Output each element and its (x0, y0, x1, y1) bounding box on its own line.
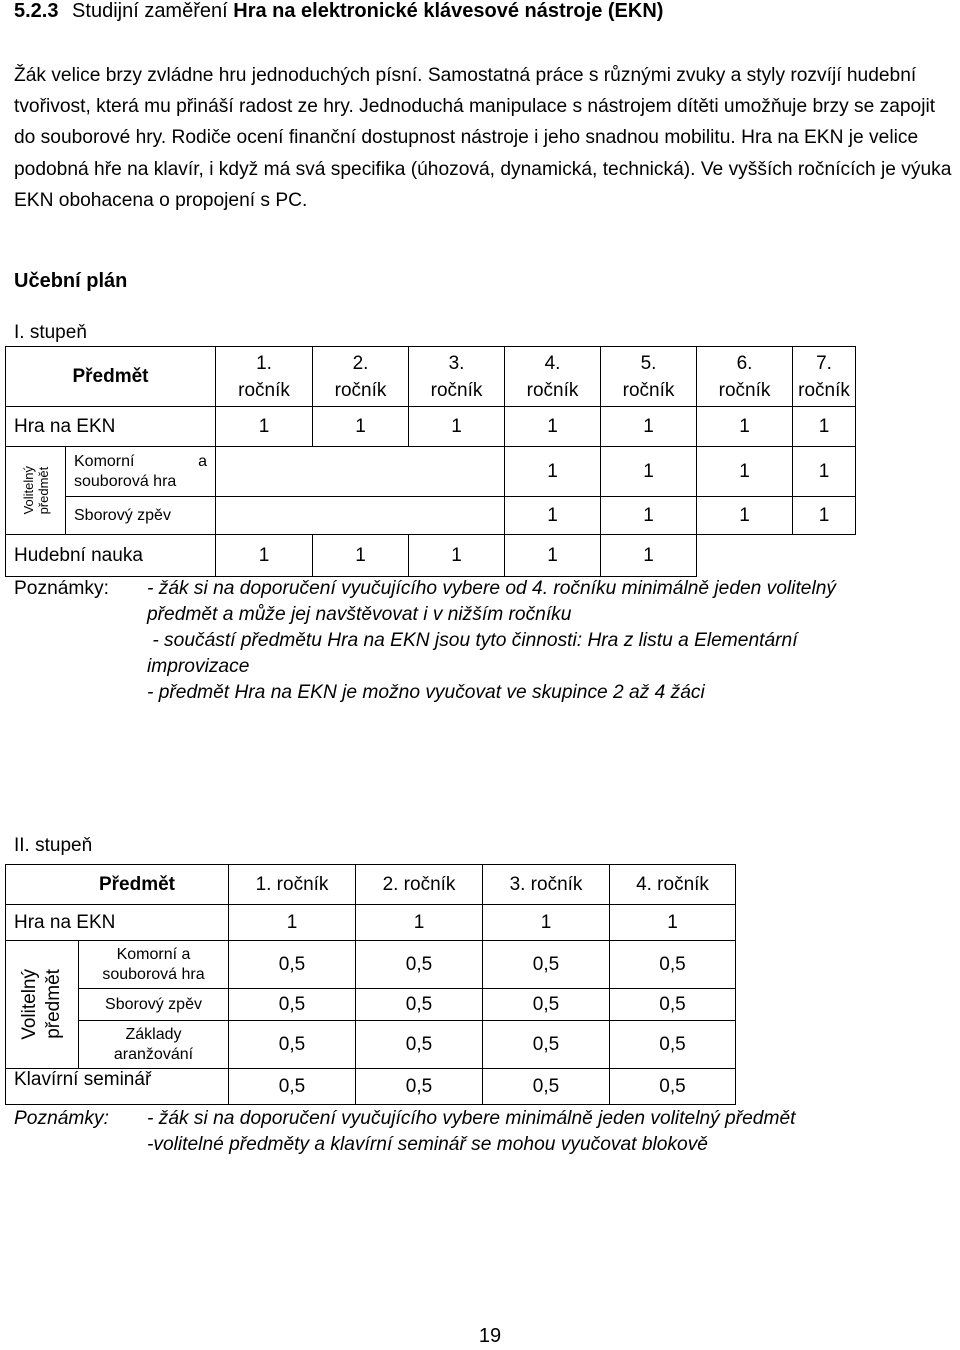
table-row (6, 535, 856, 577)
intro-paragraph: Žák velice brzy zvládne hru jednoduchých písní. Samostatná práce s různými zvuky a styly rozvíjí hudební tvořivost, která mu přináší radost ze hry. Jednoduchá manipulace s nástrojem dítěti umožňuje brzy se zapojit do souborové hry. Rodiče ocení finanční dostupnost nástroje i jeho snadnou mobilitu. Hra na EKN je velice podobná hře na klavír, i když má svá specifika (úhozová, dynamická, technická). Ve vyšších ročnících je výuka EKN obohacena o propojení s PC. (14, 65, 952, 211)
table-cell: 1 (697, 407, 793, 447)
year-header: 2. ročník (313, 347, 409, 407)
empty-cell (697, 535, 856, 577)
table-cell: 0,5 (483, 941, 610, 989)
note-line: - žák si na doporučení vyučujícího vybere od 4. ročníku minimálně jeden volitelný (147, 578, 836, 599)
table-cell: 1 (313, 535, 409, 577)
subject-name: Základy aranžování (79, 1021, 229, 1069)
section-number: 5.2.3 (14, 0, 59, 22)
table-cell: 1 (483, 905, 610, 941)
page-number: 19 (478, 1325, 502, 1347)
table-cell: 1 (793, 407, 856, 447)
note-line: - žák si na doporučení vyučujícího vybere minimálně jeden volitelný předmět (147, 1108, 796, 1129)
table-cell: 1 (601, 497, 697, 535)
subject-name: Hra na EKN (6, 905, 229, 941)
table-cell: 1 (793, 497, 856, 535)
table-cell: 1 (356, 905, 483, 941)
table-cell: 1 (409, 535, 505, 577)
table-row (6, 941, 736, 989)
table-row (6, 1021, 736, 1069)
section-prefix: Studijní zaměření (72, 0, 228, 22)
table-cell: 0,5 (356, 1069, 483, 1105)
table-cell: 1 (409, 407, 505, 447)
note-line: improvizace (147, 656, 250, 677)
stage2-notes (14, 1106, 954, 1158)
plan-title: Učební plán (14, 270, 128, 292)
notes-label: Poznámky: (14, 578, 109, 599)
section-bold-title: Hra na elektronické klávesové nástroje (EKN) (233, 0, 664, 22)
table-row (6, 865, 736, 905)
table-cell: 1 (601, 535, 697, 577)
stage1-label: I. stupeň (14, 322, 87, 343)
table-row (6, 905, 736, 941)
table-cell: 1 (505, 447, 601, 497)
table-cell: 1 (601, 407, 697, 447)
table-cell: 1 (697, 497, 793, 535)
year-header: 1. ročník (229, 865, 356, 905)
subject-name: Hudební nauka (6, 535, 216, 577)
table-row (6, 447, 856, 497)
table-cell: 0,5 (610, 1021, 736, 1069)
stage1-table (5, 346, 856, 577)
table-cell: 1 (793, 447, 856, 497)
notes-label: Poznámky: (14, 1108, 109, 1129)
subject-name: Komorní a souborová hra (79, 941, 229, 989)
table-cell: 1 (216, 407, 313, 447)
subject-header: Předmět (6, 347, 216, 407)
table-row (6, 407, 856, 447)
table-cell: 1 (601, 447, 697, 497)
section-heading (14, 0, 663, 23)
table-cell: 0,5 (483, 1021, 610, 1069)
year-header: 2. ročník (356, 865, 483, 905)
table-row (6, 1069, 736, 1105)
note-line: předmět a může jej navštěvovat i v nižším ročníku (147, 604, 572, 625)
table-cell: 0,5 (356, 989, 483, 1021)
stage2-table (5, 864, 736, 1105)
note-line: - předmět Hra na EKN je možno vyučovat ve skupince 2 až 4 žáci (147, 682, 705, 703)
year-header: 3. ročník (409, 347, 505, 407)
table-cell: 1 (505, 497, 601, 535)
table-cell: 0,5 (610, 1069, 736, 1105)
table-cell: 1 (697, 447, 793, 497)
empty-cell (216, 447, 505, 497)
table-cell: 0,5 (483, 989, 610, 1021)
table-cell: 0,5 (483, 1069, 610, 1105)
empty-cell (216, 497, 505, 535)
subject-name: Sborový zpěv (66, 497, 216, 535)
table-cell: 0,5 (610, 941, 736, 989)
subject-name: Klavírní seminář (6, 1069, 229, 1105)
subject-name: Sborový zpěv (79, 989, 229, 1021)
volitelny-label: Volitelný předmět (6, 941, 79, 1069)
table-cell: 0,5 (610, 989, 736, 1021)
table-cell: 0,5 (229, 989, 356, 1021)
year-header: 7. ročník (793, 347, 856, 407)
table-cell: 0,5 (356, 1021, 483, 1069)
stage2-label: II. stupeň (14, 835, 93, 856)
volitelny-label: Volitelný předmět (6, 447, 66, 535)
table-cell: 0,5 (229, 941, 356, 989)
year-header: 5. ročník (601, 347, 697, 407)
subject-header: Předmět (6, 865, 229, 905)
stage1-notes (14, 576, 954, 706)
year-header: 6. ročník (697, 347, 793, 407)
table-cell: 0,5 (356, 941, 483, 989)
table-row (6, 989, 736, 1021)
table-row (6, 347, 856, 407)
table-cell: 1 (505, 407, 601, 447)
table-cell: 1 (229, 905, 356, 941)
table-cell: 0,5 (229, 1069, 356, 1105)
subject-name: Komorní a souborová hra (66, 447, 216, 497)
year-header: 4. ročník (610, 865, 736, 905)
note-line: - součástí předmětu Hra na EKN jsou tyto činnosti: Hra z listu a Elementární (147, 630, 798, 651)
note-line: -volitelné předměty a klavírní seminář se mohou vyučovat blokově (147, 1134, 708, 1155)
table-cell: 1 (313, 407, 409, 447)
year-header: 1. ročník (216, 347, 313, 407)
year-header: 4. ročník (505, 347, 601, 407)
table-cell: 1 (610, 905, 736, 941)
table-cell: 0,5 (229, 1021, 356, 1069)
year-header: 3. ročník (483, 865, 610, 905)
table-cell: 1 (505, 535, 601, 577)
table-cell: 1 (216, 535, 313, 577)
subject-name: Hra na EKN (6, 407, 216, 447)
table-row (6, 497, 856, 535)
